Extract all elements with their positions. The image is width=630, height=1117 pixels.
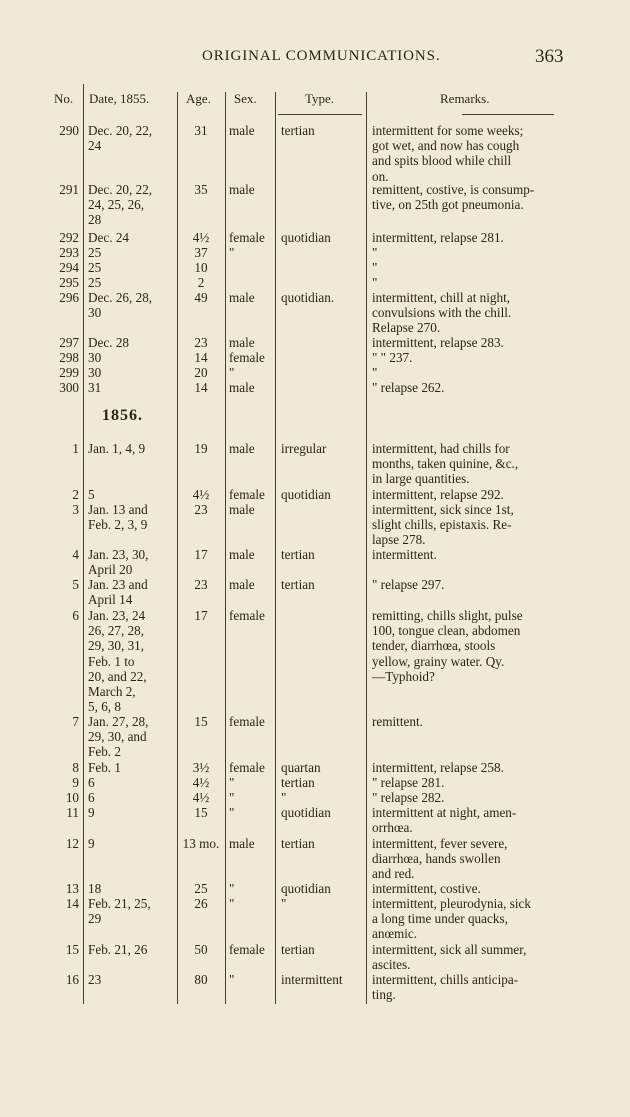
cell-date: 23 xyxy=(88,972,102,987)
cell-date: 30 xyxy=(88,365,102,380)
cell-sex: male xyxy=(229,182,255,197)
cell-age: 10 xyxy=(194,260,208,275)
cell-remarks: intermittent, sick all summer, ascites. xyxy=(372,942,527,973)
cell-date: 25 xyxy=(88,260,102,275)
cell-no: 300 xyxy=(59,380,79,395)
cell-age: 23 xyxy=(194,577,208,592)
cell-type: tertian xyxy=(281,775,315,790)
cell-no: 14 xyxy=(65,896,79,911)
cell-sex: male xyxy=(229,441,255,456)
cell-no: 298 xyxy=(59,350,79,365)
cell-age: 25 xyxy=(194,881,208,896)
cell-sex: male xyxy=(229,502,255,517)
cell-remarks: remittent, costive, is consump- tive, on 25th got pneumonia. xyxy=(372,182,535,213)
cell-date: 9 xyxy=(88,805,95,820)
cell-age: 37 xyxy=(194,245,208,260)
cell-date: Jan. 27, 28, 29, 30, and Feb. 2 xyxy=(88,714,149,760)
cell-date: Jan. 1, 4, 9 xyxy=(88,441,146,456)
cell-remarks: " relapse 297. xyxy=(372,577,445,592)
cell-remarks: intermittent, chill at night, convulsions with the chill. Relapse 270. xyxy=(372,290,512,336)
cell-age: 14 xyxy=(194,380,208,395)
cell-type: quotidian xyxy=(281,805,331,820)
cell-age: 17 xyxy=(194,547,208,562)
cell-no: 15 xyxy=(65,942,79,957)
cell-sex: male xyxy=(229,380,255,395)
divider xyxy=(275,92,276,1004)
cell-age: 23 xyxy=(194,335,208,350)
cell-remarks: intermittent, costive. xyxy=(372,881,481,896)
cell-type: quartan xyxy=(281,760,321,775)
cell-sex: " xyxy=(229,775,235,790)
header-type: Type. xyxy=(305,91,335,106)
cell-date: 18 xyxy=(88,881,102,896)
cell-remarks: intermittent, relapse 258. xyxy=(372,760,504,775)
divider xyxy=(225,92,226,1004)
cell-date: Feb. 21, 25, 29 xyxy=(88,896,151,927)
cell-type: " xyxy=(281,896,287,911)
cell-age: 4½ xyxy=(192,775,210,790)
cell-age: 4½ xyxy=(192,487,210,502)
cell-sex: female xyxy=(229,760,265,775)
cell-age: 4½ xyxy=(192,230,210,245)
cell-date: Dec. 28 xyxy=(88,335,130,350)
cell-remarks: " xyxy=(372,260,378,275)
cell-remarks: " relapse 282. xyxy=(372,790,445,805)
header-remarks: Remarks. xyxy=(440,91,490,106)
cell-no: 12 xyxy=(65,836,79,851)
cell-age: 14 xyxy=(194,350,208,365)
cell-type: tertian xyxy=(281,836,315,851)
cell-remarks: intermittent for some weeks; got wet, and now has cough and spits blood while chill on. xyxy=(372,123,524,184)
header-rule xyxy=(462,114,554,115)
cell-no: 3 xyxy=(72,502,79,517)
cell-date: Jan. 23, 30, April 20 xyxy=(88,547,149,578)
cell-date: 25 xyxy=(88,275,102,290)
cell-date: Feb. 1 xyxy=(88,760,121,775)
cell-date: Jan. 23, 24 26, 27, 28, 29, 30, 31, Feb. 1 to 20, and 22, March 2, 5, 6, 8 xyxy=(88,608,147,715)
cell-remarks: " xyxy=(372,245,378,260)
cell-no: 295 xyxy=(59,275,79,290)
cell-type: intermittent xyxy=(281,972,343,987)
cell-sex: female xyxy=(229,487,265,502)
cell-date: 9 xyxy=(88,836,95,851)
cell-date: 6 xyxy=(88,775,95,790)
cell-age: 49 xyxy=(194,290,208,305)
cell-type: quotidian. xyxy=(281,290,335,305)
cell-date: Dec. 20, 22, 24, 25, 26, 28 xyxy=(88,182,153,228)
cell-sex: " xyxy=(229,790,235,805)
cell-remarks: " " 237. xyxy=(372,350,413,365)
cell-type: " xyxy=(281,790,287,805)
header-no: No. xyxy=(54,91,74,106)
cell-no: 13 xyxy=(65,881,79,896)
cell-no: 1 xyxy=(72,441,79,456)
cell-sex: male xyxy=(229,123,255,138)
divider xyxy=(366,92,367,1004)
cell-date: Feb. 21, 26 xyxy=(88,942,148,957)
cell-remarks: intermittent, pleurodynia, sick a long time under quacks, anœmic. xyxy=(372,896,531,942)
cell-no: 10 xyxy=(65,790,79,805)
divider xyxy=(83,84,84,1004)
cell-sex: male xyxy=(229,335,255,350)
cell-no: 4 xyxy=(72,547,79,562)
cell-type: tertian xyxy=(281,577,315,592)
cell-age: 2 xyxy=(197,275,205,290)
cell-no: 294 xyxy=(59,260,79,275)
cell-no: 297 xyxy=(59,335,79,350)
header-sex: Sex. xyxy=(234,91,257,106)
cell-type: quotidian xyxy=(281,881,331,896)
cell-age: 31 xyxy=(194,123,208,138)
cell-age: 26 xyxy=(194,896,208,911)
cell-sex: female xyxy=(229,714,265,729)
cell-type: tertian xyxy=(281,547,315,562)
cell-sex: female xyxy=(229,608,265,623)
cell-date: Dec. 20, 22, 24 xyxy=(88,123,153,154)
cell-age: 20 xyxy=(194,365,208,380)
page-number: 363 xyxy=(535,46,564,67)
cell-no: 11 xyxy=(66,805,79,820)
cell-remarks: " xyxy=(372,275,378,290)
cell-no: 293 xyxy=(59,245,79,260)
cell-no: 5 xyxy=(72,577,79,592)
cell-sex: " xyxy=(229,896,235,911)
divider xyxy=(177,92,178,1004)
cell-sex: male xyxy=(229,577,255,592)
cell-sex: " xyxy=(229,972,235,987)
cell-remarks: " xyxy=(372,365,378,380)
cell-remarks: intermittent, chills anticipa- ting. xyxy=(372,972,519,1003)
cell-no: 291 xyxy=(59,182,79,197)
cell-remarks: intermittent, relapse 281. xyxy=(372,230,504,245)
cell-date: Dec. 26, 28, 30 xyxy=(88,290,153,321)
cell-age: 23 xyxy=(194,502,208,517)
year-heading: 1856. xyxy=(102,407,143,424)
cell-age: 19 xyxy=(194,441,208,456)
cell-no: 2 xyxy=(72,487,79,502)
cell-remarks: intermittent, relapse 292. xyxy=(372,487,504,502)
cell-sex: male xyxy=(229,836,255,851)
cell-date: Jan. 23 and April 14 xyxy=(88,577,148,608)
cell-type: quotidian xyxy=(281,230,331,245)
cell-age: 15 xyxy=(194,714,208,729)
cell-age: 3½ xyxy=(192,760,210,775)
cell-remarks: " relapse 262. xyxy=(372,380,445,395)
cell-sex: " xyxy=(229,805,235,820)
cell-no: 7 xyxy=(72,714,79,729)
cell-type: quotidian xyxy=(281,487,331,502)
cell-remarks: intermittent, fever severe, diarrhœa, hands swollen and red. xyxy=(372,836,508,882)
header-rule xyxy=(278,114,362,115)
cell-date: 6 xyxy=(88,790,95,805)
cell-remarks: remitting, chills slight, pulse 100, tongue clean, abdomen tender, diarrhœa, stools yellow, grainy water. Qy. —Typhoid? xyxy=(372,608,523,684)
cell-sex: female xyxy=(229,350,265,365)
cell-age: 50 xyxy=(194,942,208,957)
cell-sex: " xyxy=(229,881,235,896)
cell-no: 299 xyxy=(59,365,79,380)
cell-sex: female xyxy=(229,230,265,245)
cell-remarks: intermittent, sick since 1st, slight chills, epistaxis. Re- lapse 278. xyxy=(372,502,514,548)
cell-remarks: remittent. xyxy=(372,714,423,729)
cell-age: 17 xyxy=(194,608,208,623)
cell-remarks: intermittent, had chills for months, taken quinine, &c., in large quantities. xyxy=(372,441,519,487)
cell-no: 8 xyxy=(72,760,79,775)
header-age: Age. xyxy=(186,91,211,106)
cell-sex: " xyxy=(229,245,235,260)
cell-remarks: " relapse 281. xyxy=(372,775,445,790)
cell-no: 292 xyxy=(59,230,79,245)
cell-date: 5 xyxy=(88,487,95,502)
cell-age: 4½ xyxy=(192,790,210,805)
header-date: Date, 1855. xyxy=(89,91,150,106)
cell-remarks: intermittent at night, amen- orrhœa. xyxy=(372,805,517,836)
cell-age: 80 xyxy=(194,972,208,987)
cell-date: Dec. 24 xyxy=(88,230,130,245)
cell-age: 15 xyxy=(194,805,208,820)
cell-sex: male xyxy=(229,547,255,562)
cell-date: 25 xyxy=(88,245,102,260)
cell-no: 296 xyxy=(59,290,79,305)
running-title: ORIGINAL COMMUNICATIONS. xyxy=(202,48,441,64)
cell-type: tertian xyxy=(281,942,315,957)
cell-no: 6 xyxy=(72,608,79,623)
cell-no: 16 xyxy=(65,972,79,987)
cell-type: irregular xyxy=(281,441,327,456)
cell-no: 290 xyxy=(59,123,79,138)
cell-date: Jan. 13 and Feb. 2, 3, 9 xyxy=(88,502,148,533)
cell-sex: " xyxy=(229,365,235,380)
cell-remarks: intermittent, relapse 283. xyxy=(372,335,504,350)
cell-type: tertian xyxy=(281,123,315,138)
cell-sex: male xyxy=(229,290,255,305)
cell-no: 9 xyxy=(72,775,79,790)
cell-age: 13 mo. xyxy=(182,836,220,851)
cell-sex: female xyxy=(229,942,265,957)
cell-remarks: intermittent. xyxy=(372,547,437,562)
cell-age: 35 xyxy=(194,182,208,197)
cell-date: 30 xyxy=(88,350,102,365)
cell-date: 31 xyxy=(88,380,102,395)
